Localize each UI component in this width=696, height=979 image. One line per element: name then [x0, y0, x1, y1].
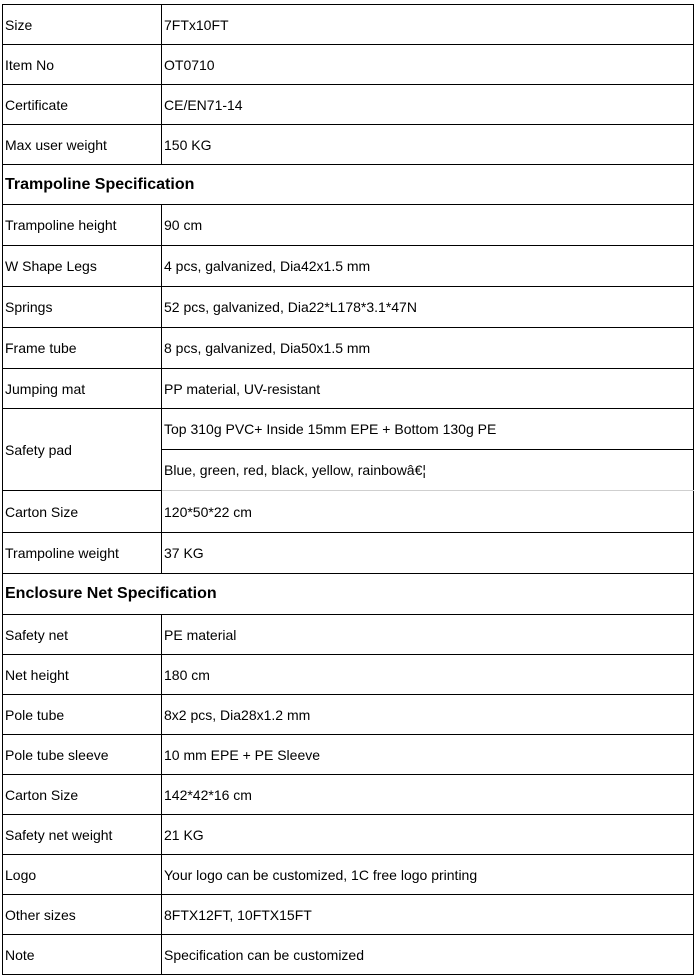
spec-table [2, 4, 694, 975]
spec-row [3, 775, 694, 815]
spec-row [3, 409, 694, 450]
spec-value-other-sizes: 8FTX12FT, 10FTX15FT [162, 895, 694, 935]
spec-label-carton-size: Carton Size [3, 491, 162, 533]
spec-value-w-shape-legs: 4 pcs, galvanized, Dia42x1.5 mm [162, 246, 694, 287]
spec-label-w-shape-legs: W Shape Legs [3, 246, 162, 287]
spec-row [3, 615, 694, 655]
spec-value-jumping-mat: PP material, UV-resistant [162, 369, 694, 409]
spec-label-certificate: Certificate [3, 85, 162, 125]
spec-label-carton-size: Carton Size [3, 775, 162, 815]
spec-label-safety-net-weight: Safety net weight [3, 815, 162, 855]
spec-row [3, 5, 694, 45]
spec-label-jumping-mat: Jumping mat [3, 369, 162, 409]
spec-value-pole-tube: 8x2 pcs, Dia28x1.2 mm [162, 695, 694, 735]
spec-value-carton-size: 142*42*16 cm [162, 775, 694, 815]
spec-row [3, 85, 694, 125]
spec-row [3, 45, 694, 85]
spec-row [3, 655, 694, 695]
spec-label-safety-pad: Safety pad [3, 409, 162, 491]
section-row [3, 165, 694, 205]
spec-value-note: Specification can be customized [162, 935, 694, 975]
spec-value-pole-tube-sleeve: 10 mm EPE + PE Sleeve [162, 735, 694, 775]
spec-row [3, 328, 694, 369]
spec-label-net-height: Net height [3, 655, 162, 695]
spec-label-other-sizes: Other sizes [3, 895, 162, 935]
spec-row [3, 125, 694, 165]
spec-label-note: Note [3, 935, 162, 975]
spec-value-item-no: OT0710 [162, 45, 694, 85]
spec-row [3, 246, 694, 287]
section-heading: Enclosure Net Specification [3, 574, 694, 615]
spec-label-pole-tube: Pole tube [3, 695, 162, 735]
spec-value-frame-tube: 8 pcs, galvanized, Dia50x1.5 mm [162, 328, 694, 369]
spec-row [3, 695, 694, 735]
spec-label-item-no: Item No [3, 45, 162, 85]
spec-row [3, 895, 694, 935]
spec-label-size: Size [3, 5, 162, 45]
spec-value-certificate: CE/EN71-14 [162, 85, 694, 125]
spec-label-springs: Springs [3, 287, 162, 328]
spec-label-safety-net: Safety net [3, 615, 162, 655]
spec-row [3, 855, 694, 895]
spec-row [3, 533, 694, 574]
spec-row [3, 935, 694, 975]
section-heading: Trampoline Specification [3, 165, 694, 205]
spec-label-frame-tube: Frame tube [3, 328, 162, 369]
spec-row [3, 287, 694, 328]
spec-row [3, 491, 694, 533]
spec-value-carton-size: 120*50*22 cm [162, 491, 694, 533]
spec-value-trampoline-weight: 37 KG [162, 533, 694, 574]
spec-label-trampoline-height: Trampoline height [3, 205, 162, 246]
spec-row [3, 815, 694, 855]
spec-value-safety-pad-2: Blue, green, red, black, yellow, rainbowâ€¦ [162, 450, 694, 491]
spec-value-logo: Your logo can be customized, 1C free logo printing [162, 855, 694, 895]
spec-value-size: 7FTx10FT [162, 5, 694, 45]
spec-label-max-user-weight: Max user weight [3, 125, 162, 165]
spec-row [3, 735, 694, 775]
spec-label-logo: Logo [3, 855, 162, 895]
spec-row [3, 205, 694, 246]
spec-value-max-user-weight: 150 KG [162, 125, 694, 165]
spec-value-safety-net: PE material [162, 615, 694, 655]
spec-value-safety-net-weight: 21 KG [162, 815, 694, 855]
spec-value-net-height: 180 cm [162, 655, 694, 695]
spec-value-springs: 52 pcs, galvanized, Dia22*L178*3.1*47N [162, 287, 694, 328]
spec-label-trampoline-weight: Trampoline weight [3, 533, 162, 574]
spec-value-safety-pad-1: Top 310g PVC+ Inside 15mm EPE + Bottom 130g PE [162, 409, 694, 450]
spec-row [3, 369, 694, 409]
section-row [3, 574, 694, 615]
spec-value-trampoline-height: 90 cm [162, 205, 694, 246]
spec-table-body [3, 5, 694, 975]
spec-label-pole-tube-sleeve: Pole tube sleeve [3, 735, 162, 775]
